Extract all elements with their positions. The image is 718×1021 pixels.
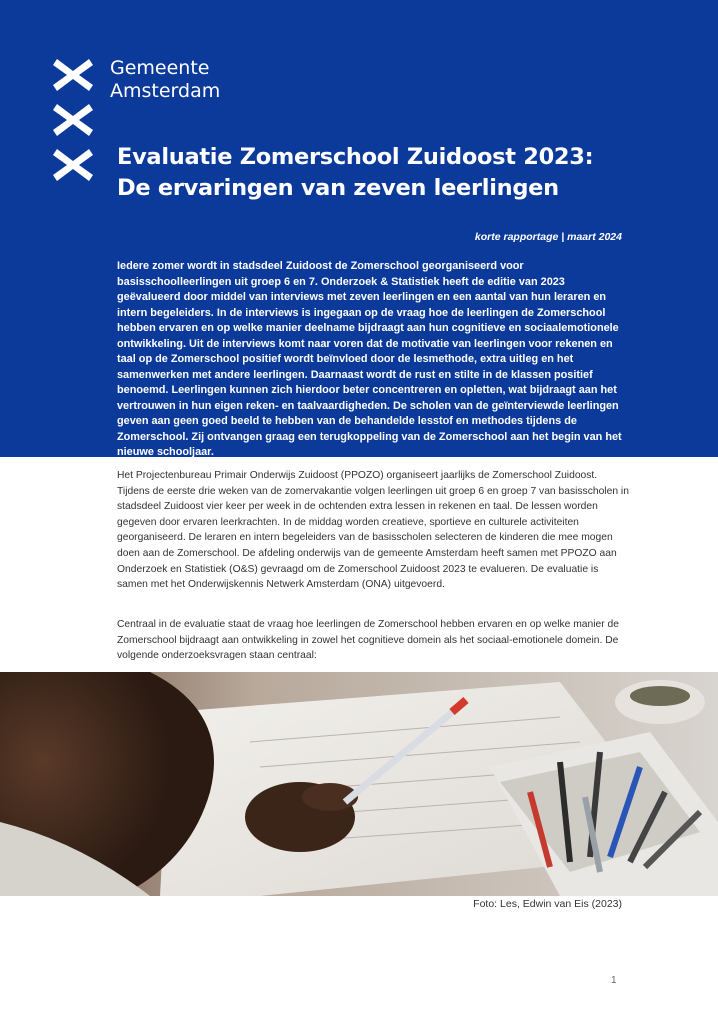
header-banner [0,0,718,457]
report-tag: korte rapportage | maart 2024 [474,231,622,243]
org-name [110,57,220,103]
body-paragraph-2: Centraal in de evaluatie staat de vraag hoe leerlingen de Zomerschool hebben ervaren en op welke manier de Zomerschool bijdraagt aan ontwikkeling in zowel het cognitieve domein als het sociaal-emotionele domein. De volgende onderzoeksvragen staan centraal: [117,619,620,662]
intro-summary: Iedere zomer wordt in stadsdeel Zuidoost de Zomerschool georganiseerd voor basisschoolleerlingen uit groep 6 en 7. Onderzoek & Statistiek heeft de editie van 2023 geëvalueerd door middel van interviews met zeven leerlingen en een aantal van hun leraren en intern begeleiders. In de interviews is ingegaan op de vraag hoe de leerlingen de Zomerschool hebben ervaren en op welke manier deelname bijdraagt aan hun cognitieve en sociaalemotionele ontwikkeling. Uit de interviews komt naar voren dat de motivatie van leerlingen voor rekenen en taal op de Zomerschool positief wordt beïnvloed door de lesmethode, extra uitleg en het samenwerken met andere leerlingen. Daarnaast wordt de rust en stilte in de klassen positief benoemd. Leerlingen kunnen zich hierdoor beter concentreren en opletten, wat bijdraagt aan het vertrouwen in hun eigen reken- en taalvaardigheden. De scholen van de geïnterviewde leerlingen geven aan geen goed beeld te hebben van de behandelde lesstof en methodes tijdens de Zomerschool. Zij ontvangen graag een terugkoppeling van de Zomerschool aan het begin van het nieuwe schooljaar. [117,260,622,458]
page-number: 1 [611,975,617,986]
title-line2: De ervaringen van zeven leerlingen [117,175,559,201]
org-name-line1: Gemeente [110,57,210,79]
x-icon [53,102,93,138]
org-name-line2: Amsterdam [110,80,221,102]
photo-illustration [0,672,718,896]
body-paragraph-1: Het Projectenbureau Primair Onderwijs Zuidoost (PPOZO) organiseert jaarlijks de Zomerschool Zuidoost. Tijdens de eerste drie weken van de zomervakantie volgen leerlingen uit groep 6 en groep 7 van basisscholen in stadsdeel Zuidoost vier keer per week in de ochtenden extra lessen in rekenen en taal. De lessen worden gegeven door ervaren leerkrachten. In de middag worden creatieve, sportieve en culturele activiteiten georganiseerd. De leraren en intern begeleiders van de basisscholen selecteren de kinderen die mee mogen doen aan de Zomerschool. De afdeling onderwijs van de gemeente Amsterdam heeft samen met PPOZO aan Onderzoek en Statistiek (O&S) gevraagd om de Zomerschool Zuidoost 2023 te evalueren. De evaluatie is samen met het Onderwijskennis Netwerk Amsterdam (ONA) uitgevoerd. [117,470,629,591]
page-title [117,142,593,204]
photo-caption: Foto: Les, Edwin van Eis (2023) [473,898,622,910]
title-line1: Evaluatie Zomerschool Zuidoost 2023: [117,144,594,170]
x-icon [53,147,93,183]
classroom-photo [0,672,718,896]
x-icon [53,57,93,93]
